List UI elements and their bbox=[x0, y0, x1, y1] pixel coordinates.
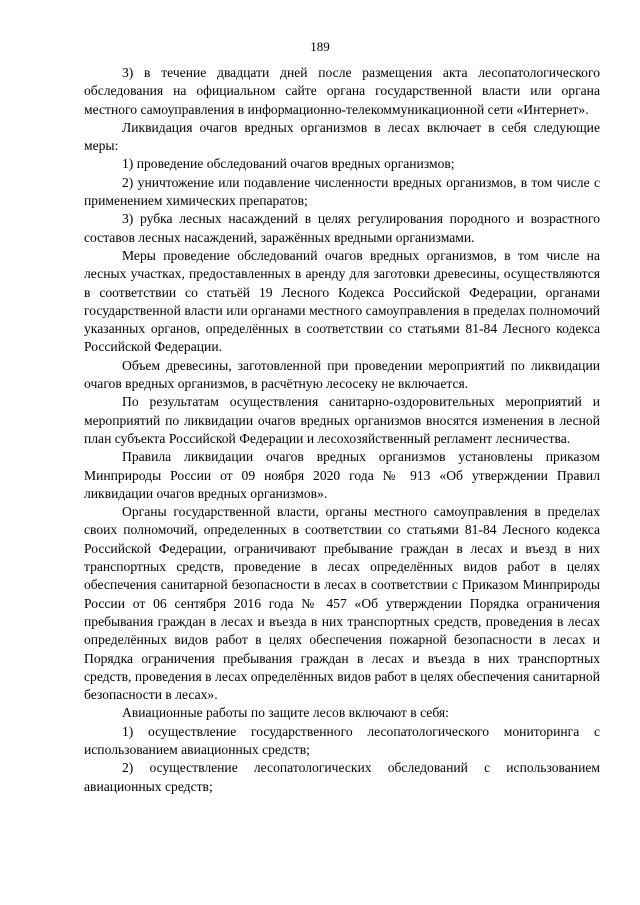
list-item: 2) уничтожение или подавление численности вредных организмов, в том числе с применением химических препаратов; bbox=[84, 174, 600, 209]
list-item: 1) осуществление государственного лесопатологического мониторинга с использованием авиационных средств; bbox=[84, 723, 600, 757]
list-item: 1) проведение обследований очагов вредных организмов; bbox=[122, 156, 455, 172]
document-body bbox=[84, 64, 600, 796]
paragraph: Объем древесины, заготовленной при проведении мероприятий по ликвидации очагов вредных организмов, в расчётную лесосеку не включается. bbox=[84, 357, 600, 392]
paragraph: Меры проведение обследований очагов вредных организмов, в том числе на лесных участках, предоставленных в аренду для заготовки древесины, осуществляются в соответствии со статьёй 19 Лесного Кодекса Российской Федерации, органами государственной власти или органами местного самоуправления в пределах полномочий указанных органов, определённых в соответствии со статьями 81-84 Лесного кодекса Российской Федерации. bbox=[84, 247, 600, 355]
paragraph: По результатам осуществления санитарно-оздоровительных мероприятий и мероприятий по ликвидации очагов вредных организмов вносятся изменения в лесной план субъекта Российской Федерации и лесохозяйственный регламент лесничества. bbox=[84, 394, 600, 446]
list-item: 3) рубка лесных насаждений в целях регулирования породного и возрастного составов лесных насаждений, заражённых вредными организмами. bbox=[84, 211, 600, 245]
list-item: 2) осуществление лесопатологических обследований с использованием авиационных средств; bbox=[84, 760, 600, 794]
paragraph: Правила ликвидации очагов вредных организмов установлены приказом Минприроды России от 09 ноября 2020 года № 913 «Об утверждении Правил ликвидации очагов вредных организмов». bbox=[84, 449, 600, 501]
paragraph: Ликвидация очагов вредных организмов в лесах включает в себя следующие меры: bbox=[84, 119, 600, 154]
page-number: 189 bbox=[310, 39, 330, 54]
paragraph: 3) в течение двадцати дней после размещения акта лесопатологического обследования на официальном сайте органа государственной власти или органа местного самоуправления в информационно-телекоммуникационной сети «Интернет». bbox=[84, 65, 600, 117]
paragraph: Органы государственной власти, органы местного самоуправления в пределах своих полномочий, определенных в соответствии со статьями 81-84 Лесного кодекса Российской Федерации, ограничивают пребывание граждан в лесах и въезд в них транспортных средств, проведение в лесах определённых видов работ в целях обеспечения санитарной безопасности в лесах в соответствии с Приказом Минприроды России от 06 сентября 2016 года № 457 «Об утверждении Порядка ограничения пребывания граждан в лесах и въезда в них транспортных средств, проведения в лесах определённых видов работ в целях обеспечения пожарной безопасности в лесах и Порядка ограничения пребывания граждан в лесах и въезда в них транспортных средств, проведения в лесах определённых видов работ в целях обеспечения санитарной безопасности в лесах». bbox=[84, 504, 600, 703]
paragraph: Авиационные работы по защите лесов включают в себя: bbox=[122, 705, 449, 721]
